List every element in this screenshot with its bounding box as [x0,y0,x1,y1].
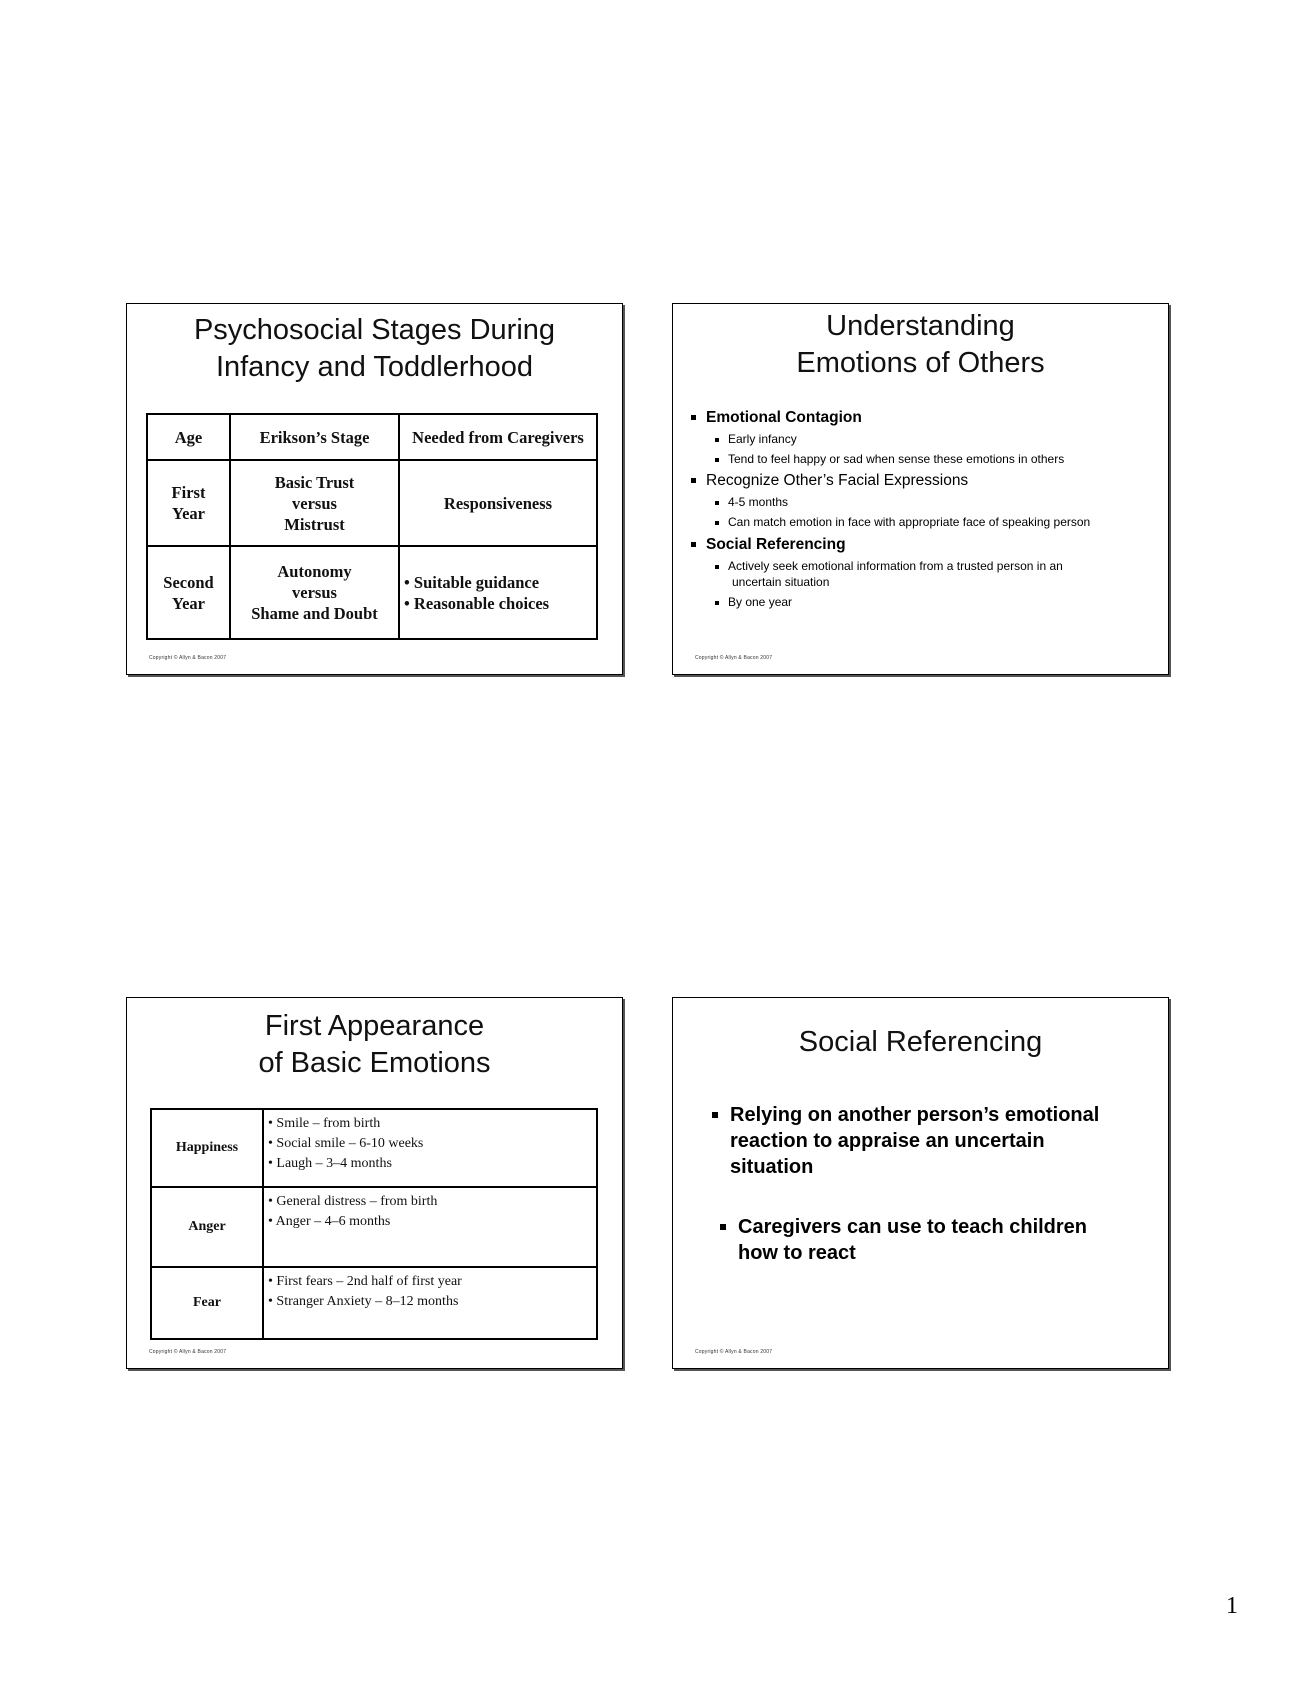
bullet-icon [715,501,719,505]
milestones-cell: • First fears – 2nd half of first year • Stranger Anxiety – 8–12 months [263,1267,597,1339]
bullet-icon [715,438,719,442]
milestones-cell: • Smile – from birth • Social smile – 6-10 weeks • Laugh – 3–4 months [263,1109,597,1187]
stage-cell: Autonomy versus Shame and Doubt [230,546,399,639]
bullet-social-referencing: Social Referencing [691,536,846,554]
milestones-cell: • General distress – from birth • Anger – 4–6 months [263,1187,597,1267]
sub-bullet: Early infancy [715,432,797,446]
sub-bullet: 4-5 months [715,495,788,509]
needed-cell: Responsiveness [399,460,597,546]
header-stage: Erikson’s Stage [230,414,399,460]
bullet-icon [715,458,719,462]
erikson-stages-table [146,413,598,640]
bullet-icon [691,478,696,483]
table-row [151,1267,597,1339]
needed-cell: • Suitable guidance • Reasonable choices [399,546,597,639]
slide-understanding-emotions [672,303,1169,675]
slide-basic-emotions [126,997,623,1369]
sub-bullet: Tend to feel happy or sad when sense these emotions in others [715,452,1064,466]
header-needed: Needed from Caregivers [399,414,597,460]
emotion-cell: Anger [151,1187,263,1267]
table-row [151,1187,597,1267]
basic-emotions-table [150,1108,598,1340]
age-cell: Second Year [147,546,230,639]
copyright-footer: Copyright © Allyn & Bacon 2007 [149,1349,227,1355]
slide-title: Psychosocial Stages During Infancy and Toddlerhood [193,314,556,383]
copyright-footer: Copyright © Allyn & Bacon 2007 [149,655,227,661]
copyright-footer: Copyright © Allyn & Bacon 2007 [695,655,773,661]
table-row [147,546,597,639]
bullet-icon [712,1112,718,1118]
bullet-icon [720,1224,726,1230]
header-age: Age [147,414,230,460]
table-header-row [147,414,597,460]
slide-title: First Appearance of Basic Emotions [258,1010,491,1079]
slide-social-referencing: Social Referencing Relying on another person’s emotional reaction to appraise an uncertain situation Caregivers can use to teach children how to react Copyright © Allyn & Bacon 2007 [672,997,1169,1369]
stage-cell: Basic Trust versus Mistrust [230,460,399,546]
bullet-icon [691,542,696,547]
page-number: 1 [1226,1593,1238,1619]
slide-psychosocial-stages [126,303,623,675]
bullet-icon [715,521,719,525]
table-row [151,1109,597,1187]
bullet-icon [691,415,696,420]
copyright-footer: Copyright © Allyn & Bacon 2007 [695,1349,773,1355]
bullet-facial-expressions: Recognize Other’s Facial Expressions [691,472,968,490]
bullet-emotional-contagion: Emotional Contagion [691,409,862,427]
emotion-cell: Happiness [151,1109,263,1187]
sub-bullet: Actively seek emotional information from a trusted person in an [715,559,1063,573]
sub-bullet-continuation: uncertain situation [732,575,830,589]
slide-title: Understanding Emotions of Others [796,310,1045,379]
bullet-icon [715,565,719,569]
emotion-cell: Fear [151,1267,263,1339]
sub-bullet: By one year [715,595,792,609]
slide-title: Social Referencing [798,1026,1043,1058]
age-cell: First Year [147,460,230,546]
table-row [147,460,597,546]
bullet-icon [715,601,719,605]
sub-bullet: Can match emotion in face with appropriate face of speaking person [715,515,1090,529]
